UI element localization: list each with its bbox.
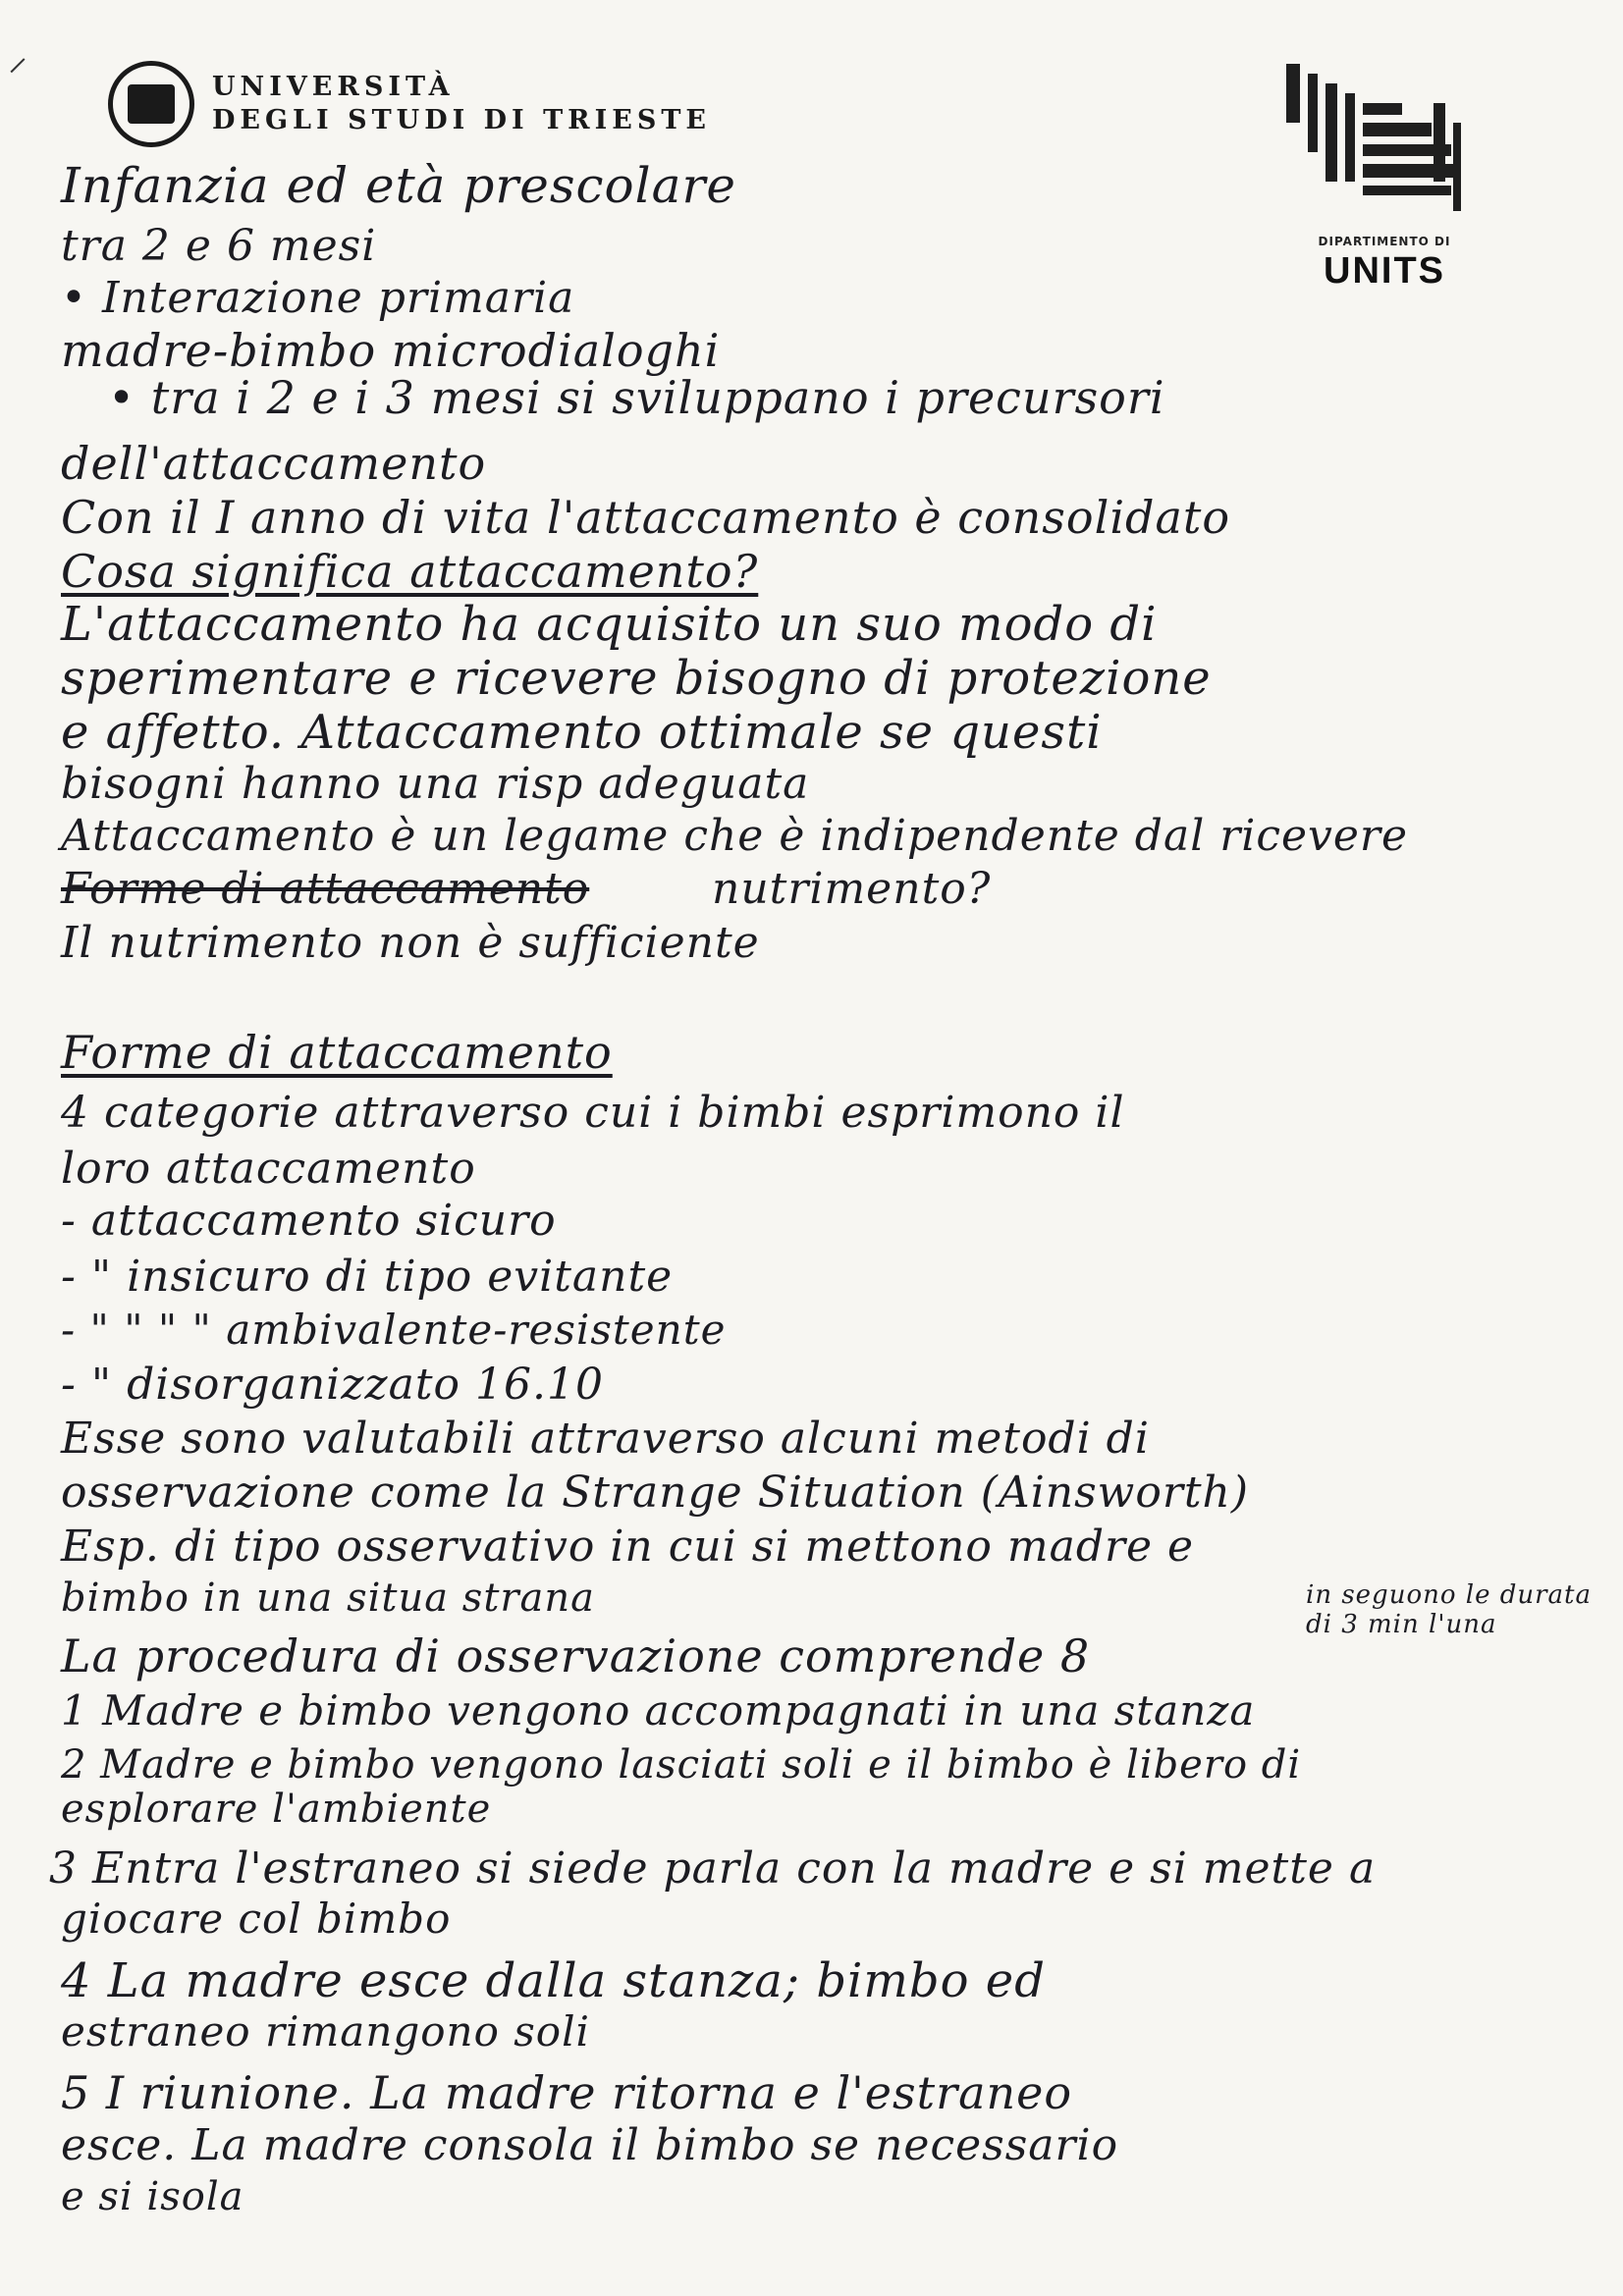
note-line: madre-bimbo microdialoghi <box>61 324 721 377</box>
note-line: • tra i 2 e i 3 mesi si sviluppano i precursori <box>108 371 1165 424</box>
margin-note: in seguono le durata di 3 min l'una <box>1306 1580 1592 1639</box>
note-line: 1 Madre e bimbo vengono accompagnati in una stanza <box>61 1686 1256 1735</box>
note-line: Il nutrimento non è sufficiente <box>61 918 760 968</box>
note-line: bisogni hanno una risp adeguata <box>61 759 810 809</box>
note-line: Con il I anno di vita l'attaccamento è consolidato <box>61 491 1231 544</box>
note-line: 5 I riunione. La madre ritorna e l'estraneo <box>61 2066 1073 2119</box>
units-logo-tag: DIPARTIMENTO DI <box>1318 235 1451 248</box>
note-line: - " insicuro di tipo evitante <box>61 1252 674 1302</box>
note-line: - " disorganizzato 16.10 <box>61 1360 604 1410</box>
note-line: esce. La madre consola il bimbo se necessario <box>61 2120 1119 2170</box>
note-line: L'attaccamento ha acquisito un suo modo di <box>61 597 1158 652</box>
note-line: bimbo in una situa strana <box>61 1575 595 1621</box>
note-line: Esp. di tipo osservativo in cui si mettono madre e <box>61 1522 1195 1572</box>
note-line: Forme di attaccamento <box>61 1026 613 1079</box>
note-line: 4 La madre esce dalla stanza; bimbo ed <box>61 1953 1046 2008</box>
note-line: 4 categorie attraverso cui i bimbi esprimono il <box>61 1088 1125 1138</box>
university-name-line2: DEGLI STUDI DI TRIESTE <box>212 105 711 135</box>
note-line: estraneo rimangono soli <box>61 2007 590 2056</box>
university-name-line1: UNIVERSITÀ <box>212 72 455 102</box>
note-line: 2 Madre e bimbo vengono lasciati soli e il bimbo è libero di <box>61 1742 1302 1788</box>
note-line: Forme di attaccamento <box>61 864 590 914</box>
note-line: e affetto. Attaccamento ottimale se questi <box>61 705 1103 760</box>
note-line: giocare col bimbo <box>61 1895 452 1943</box>
note-line: osservazione come la Strange Situation (Ainsworth) <box>61 1468 1250 1518</box>
note-line: - attaccamento sicuro <box>61 1196 557 1246</box>
note-line: esplorare l'ambiente <box>61 1787 492 1832</box>
note-line: nutrimento? <box>712 864 992 914</box>
note-line: Esse sono valutabili attraverso alcuni metodi di <box>61 1414 1150 1464</box>
units-logo-word: UNITS <box>1324 250 1445 292</box>
note-line: Attaccamento è un legame che è indipendente dal ricevere <box>61 811 1409 861</box>
note-line: loro attaccamento <box>61 1144 476 1194</box>
note-line: • Interazione primaria <box>61 273 575 323</box>
note-line: - " " " " ambivalente-resistente <box>61 1306 727 1354</box>
scan-mark: ⸝ <box>8 34 27 80</box>
note-line: e si isola <box>61 2174 244 2219</box>
note-line: dell'attaccamento <box>61 437 487 490</box>
note-line: sperimentare e ricevere bisogno di protezione <box>61 651 1212 706</box>
note-line: Cosa significa attaccamento? <box>61 545 759 598</box>
note-line: 3 Entra l'estraneo si siede parla con la madre e si mette a <box>49 1843 1377 1894</box>
note-line: La procedura di osservazione comprende 8 <box>61 1629 1091 1682</box>
note-line: tra 2 e 6 mesi <box>61 221 377 271</box>
note-line: Infanzia ed età prescolare <box>61 157 736 214</box>
